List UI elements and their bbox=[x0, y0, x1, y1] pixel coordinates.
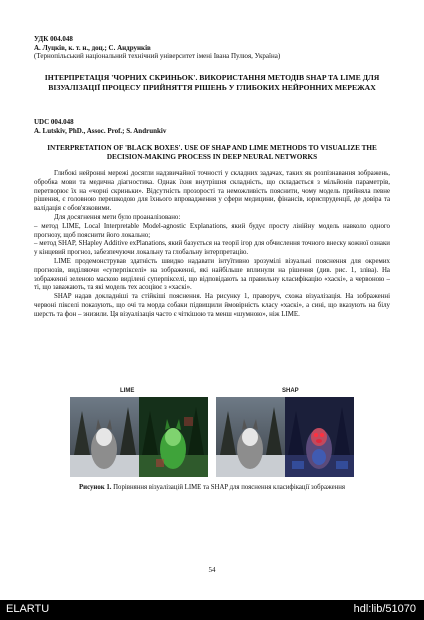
title-ua: ІНТЕРПРЕТАЦІЯ 'ЧОРНИХ СКРИНЬОК'. ВИКОРИСТАННЯ МЕТОДІВ SHAP ТА LIME ДЛЯ ВІЗУАЛІЗАЦІЇ ПРОЦЕСУ ПРИЙНЯТТЯ РІШЕНЬ У ГЛИБОКИХ НЕЙРОННИХ МЕРЕЖАХ bbox=[44, 73, 380, 92]
udc-ua: УДК 004.048 bbox=[34, 35, 73, 43]
authors-en: A. Lutskiv, PhD., Assoc. Prof.; S. Andrunkiv bbox=[34, 126, 167, 135]
paragraph-3: LIME продемонстрував здатність швидко надавати інтуїтивно зрозумілі візуальні пояснення для окремих прогнозів, виділяючи «суперпікселі» на зображенні, які найбільше вплинули на рішення (див. рис. 1, зліва). На зображенні зеленою маскою виділені суперпікселі, що відповідають за правильну класифікацію «хаскі», а червоною – ті, що заважають, та які модель тех асоціює з «хаскі». bbox=[34, 257, 390, 292]
paragraph-4: SHAP надав докладніші та стійкіші пояснення. На рисунку 1, праворуч, схожа візуалізація. На зображенні червоні пікселі показують, що очі та морда собаки підвищили ймовірність класу «хаскі», а сині, що вказують на білу шерсть та фон – знизили. Ця візуалізація часто є чіткішою та менш «шумною», ніж LIME. bbox=[34, 293, 390, 318]
lime-husky-image bbox=[70, 397, 208, 477]
footer-handle[interactable]: hdl:lib/51070 bbox=[353, 603, 416, 615]
figure-label-lime: LIME bbox=[120, 388, 135, 394]
title-en: INTERPRETATION OF 'BLACK BOXES'. USE OF SHAP AND LIME METHODS TO VISUALIZE THE DECISION-MAKING PROCESS IN DEEP NEURAL NETWORKS bbox=[47, 144, 377, 161]
authors-ua: А. Луцків, к. т. н., доц.; С. Андрунків bbox=[34, 43, 151, 52]
caption-text: Порівняння візуалізацій LIME та SHAP для пояснення класифікації зображення bbox=[111, 484, 345, 491]
list-item-lime: – метод LIME, Local Interpretable Model-agnostic Explanations, який будує просту лінійну модель навколо одного прогнозу, щоб пояснити його локально; bbox=[34, 222, 390, 239]
body-text bbox=[34, 170, 390, 320]
figure-caption bbox=[34, 484, 390, 492]
figure-label-shap: SHAP bbox=[282, 388, 299, 394]
footer-bar bbox=[0, 600, 424, 620]
paragraph-1: Глибокі нейронні мережі досягли надзвичайної точності у складних задачах, таких як розпізнавання зображень, обробка мови та медична діагностика. Однак їхня внутрішня складність, що складається з мільйонів параметрів, перетворює їх на «чорні скриньки». Відсутність прозорості та неможливість пояснити, чому модель прийняла певне рішення, є головною перешкодою для їхнього впровадження у сфери медицини, фінансів, юриспруденції, де довіра та валідація є обов'язковими. bbox=[34, 170, 390, 213]
list-item-shap: – метод SHAP, SHapley Additive exPlanations, який базується на теорії ігор для обчислення точного внеску кожної ознаки у кінцевий прогноз, забезпечуючи локальну та глобальну інтерпретацію. bbox=[34, 240, 390, 257]
figure-1 bbox=[70, 388, 354, 480]
ua-header bbox=[34, 35, 390, 61]
page-number: 54 bbox=[208, 566, 216, 574]
udc-en: UDC 004.048 bbox=[34, 118, 74, 126]
affiliation-ua: (Тернопільський національний технічний університет імені Івана Пулюя, Україна) bbox=[34, 52, 281, 61]
caption-prefix: Рисунок 1. bbox=[79, 484, 112, 491]
en-header bbox=[34, 118, 390, 135]
paragraph-2: Для досягнення мети було проаналізовано: bbox=[54, 213, 181, 221]
footer-repository[interactable]: ELARTU bbox=[6, 603, 50, 615]
shap-husky-image bbox=[216, 397, 354, 477]
